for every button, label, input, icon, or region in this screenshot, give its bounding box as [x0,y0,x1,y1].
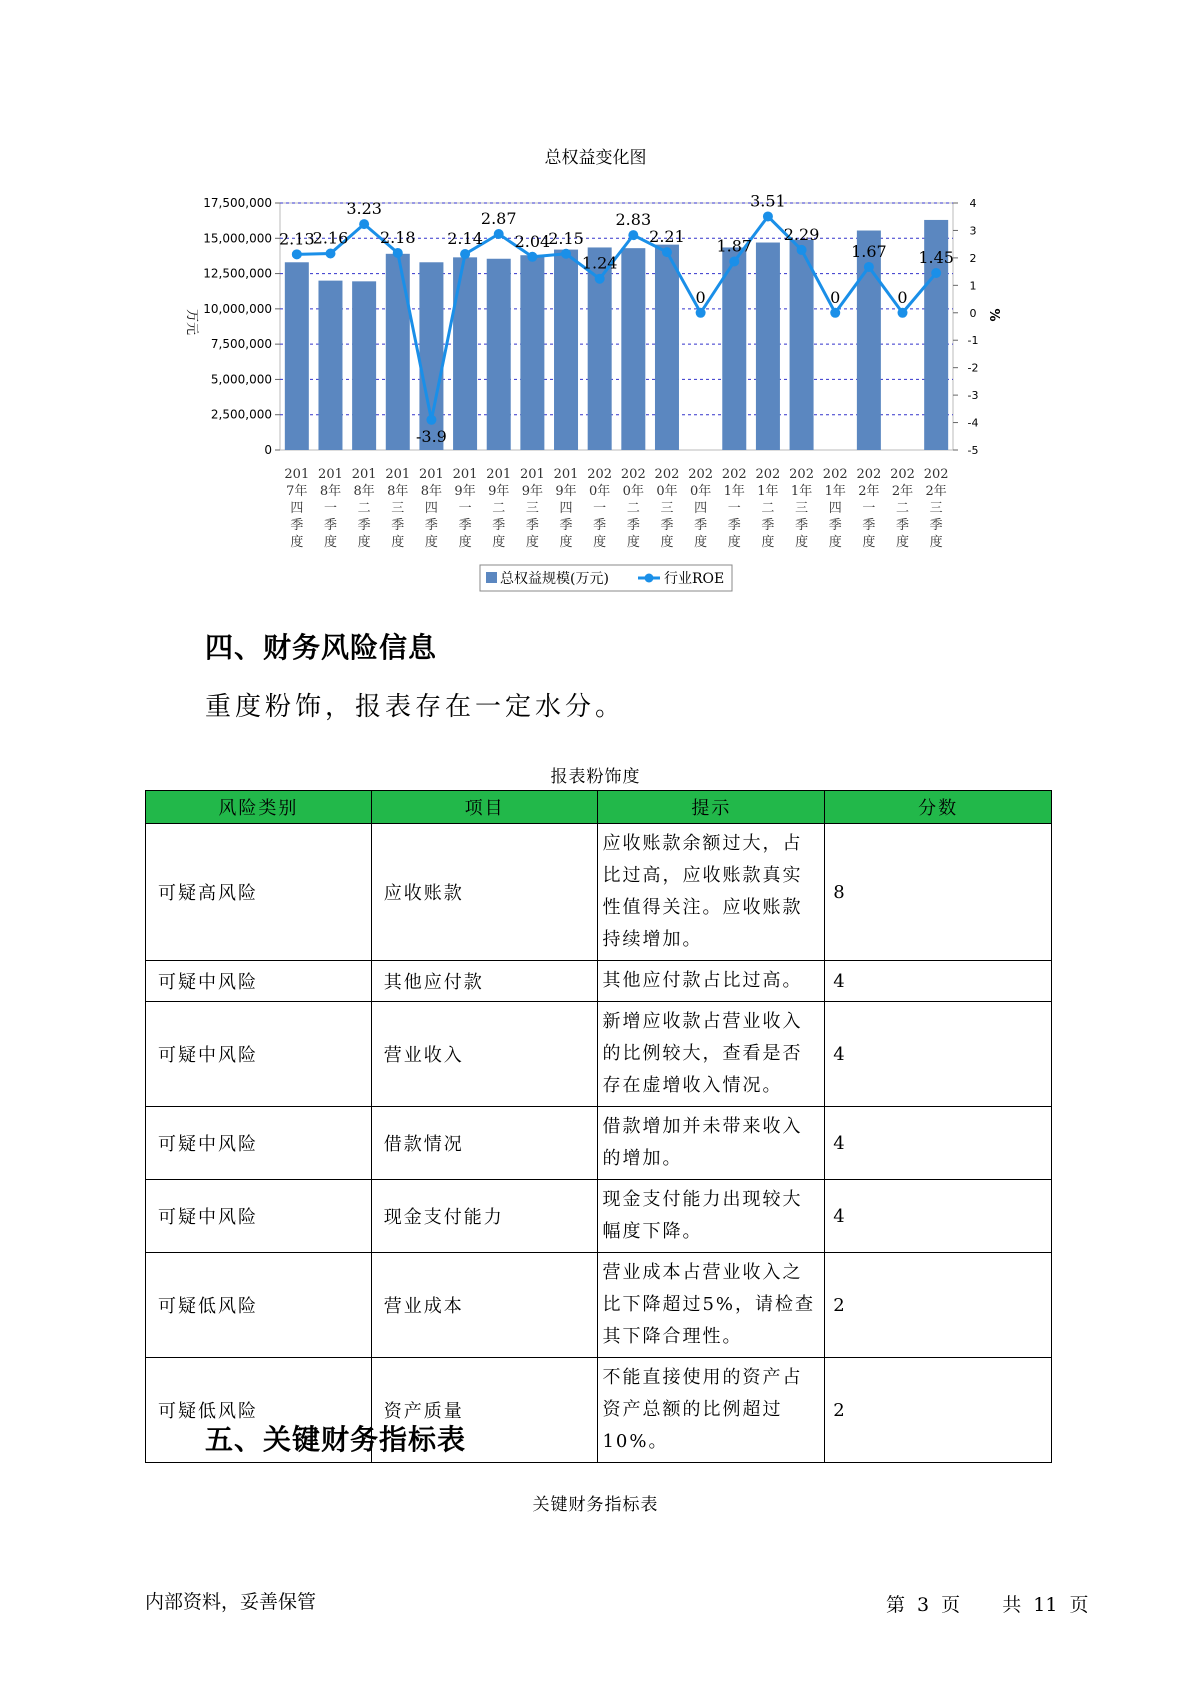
legend-line-label: 行业ROE [664,571,725,587]
x-tick-label: 202 [688,467,714,482]
y-tick-label-right: 1 [969,279,977,293]
total-unit: 页 [1069,1594,1089,1616]
chart-title: 总权益变化图 [544,148,647,168]
x-tick-label: 季 [357,518,371,533]
x-tick-label: 度 [290,535,304,550]
y-tick-label-right: 0 [969,306,977,320]
x-tick-label: 8年 [420,484,443,499]
x-tick-label: 202 [890,467,915,482]
roe-point [729,256,739,266]
roe-point [830,308,840,318]
risk-table-caption: 报表粉饰度 [550,767,641,787]
x-tick-label: 1年 [723,484,745,499]
x-tick-label: 四 [828,501,842,516]
risk-score: 2 [825,1358,1052,1463]
x-tick-label: 季 [929,518,943,533]
roe-point [325,248,335,258]
x-tick-label: 三 [391,501,405,516]
roe-point [931,268,941,278]
total-pages: 11 [1033,1594,1058,1616]
roe-point [696,308,706,318]
x-tick-label: 201 [284,467,310,482]
roe-point [595,274,605,284]
page-unit: 页 [941,1594,961,1616]
x-tick-label: 201 [486,467,512,482]
roe-data-label: 1.87 [716,236,753,256]
x-tick-label: 度 [593,535,607,550]
roe-point [359,219,369,229]
x-tick-label: 201 [452,467,478,482]
roe-data-label: 0 [695,287,706,307]
y-tick-label-left: 7,500,000 [210,337,272,352]
roe-point [393,248,403,258]
page-number: 3 [917,1594,930,1616]
roe-point [494,229,504,239]
x-tick-label: 季 [626,518,640,533]
bar [285,262,309,450]
risk-item: 资产质量 [371,1358,598,1463]
table-row [146,1002,1052,1107]
x-tick-label: 季 [323,518,337,533]
x-tick-label: 201 [553,467,579,482]
y-tick-label-right: -3 [967,389,979,403]
x-tick-label: 9年 [454,484,476,499]
x-tick-label: 季 [795,518,809,533]
risk-score: 8 [825,824,1052,961]
x-tick-label: 度 [761,535,775,550]
risk-hint: 借款增加并未带来收入的增加。 [598,1107,825,1180]
y-axis-label-right: % [986,308,1001,322]
x-tick-label: 季 [593,518,607,533]
roe-data-label: 2.14 [447,229,483,249]
table-row [146,1253,1052,1358]
x-tick-label: 201 [519,467,545,482]
x-tick-label: 二 [357,501,371,516]
risk-category: 可疑低风险 [146,1253,372,1358]
x-tick-label: 三 [929,501,943,516]
bar [722,247,746,450]
roe-data-label: 2.21 [649,227,685,247]
x-tick-label: 1年 [757,484,779,499]
risk-hint: 不能直接使用的资产占资产总额的比例超过10%。 [598,1358,825,1463]
roe-data-label: 3.23 [346,199,382,219]
y-tick-label-left: 12,500,000 [203,266,272,281]
risk-category: 可疑中风险 [146,961,372,1002]
x-tick-label: 2年 [925,484,947,499]
x-tick-label: 度 [795,535,809,550]
y-tick-label-left: 15,000,000 [203,231,272,246]
roe-data-label: 0 [830,287,841,307]
risk-summary: 重度粉饰，报表存在一定水分。 [205,692,626,722]
x-tick-label: 8年 [319,484,342,499]
x-tick-label: 度 [660,535,674,550]
bar [318,281,342,450]
bar [790,240,814,450]
x-tick-label: 季 [391,518,405,533]
x-tick-label: 三 [525,501,539,516]
bar [756,243,780,450]
x-tick-label: 季 [559,518,573,533]
risk-table [145,790,1052,1463]
roe-data-label: 0 [897,287,908,307]
roe-data-label: 1.24 [581,253,618,273]
roe-point [898,308,908,318]
bar [554,250,578,450]
risk-score: 4 [825,961,1052,1002]
y-tick-label-left: 17,500,000 [203,196,272,210]
roe-data-label: 2.04 [514,231,551,251]
roe-data-label: 2.18 [379,227,416,247]
x-tick-label: 0年 [689,484,712,499]
x-tick-label: 四 [559,501,573,516]
x-tick-label: 1年 [824,484,846,499]
roe-data-label: 2.13 [279,229,315,249]
x-tick-label: 202 [755,467,781,482]
x-tick-label: 度 [727,535,741,550]
x-tick-label: 四 [290,501,304,516]
risk-category: 可疑中风险 [146,1002,372,1107]
roe-point [662,247,672,257]
x-tick-label: 201 [351,467,377,482]
x-tick-label: 季 [694,518,708,533]
legend-line-marker [645,574,654,583]
legend-bar-swatch [486,572,497,583]
x-tick-label: 一 [458,501,472,516]
risk-item: 营业收入 [371,1002,598,1107]
x-tick-label: 1年 [790,484,813,499]
risk-score: 4 [825,1107,1052,1180]
x-tick-label: 8年 [353,484,375,499]
risk-score: 2 [825,1253,1052,1358]
x-tick-label: 202 [822,467,848,482]
x-tick-label: 度 [626,535,640,550]
bar [352,281,376,450]
risk-item: 借款情况 [371,1107,598,1180]
x-tick-label: 201 [419,467,444,482]
x-tick-label: 季 [492,518,506,533]
roe-point [426,415,436,425]
x-tick-label: 2年 [858,484,880,499]
x-tick-label: 201 [318,467,343,482]
x-tick-label: 202 [620,467,646,482]
risk-item: 营业成本 [371,1253,598,1358]
x-tick-label: 度 [357,535,371,550]
bar [453,257,477,450]
x-tick-label: 度 [492,535,506,550]
table-row [146,1107,1052,1180]
risk-item: 其他应付款 [371,961,598,1002]
roe-data-label: 2.15 [548,228,584,248]
risk-category: 可疑低风险 [146,1358,372,1463]
x-tick-label: 202 [587,467,613,482]
y-tick-label-left: 10,000,000 [203,301,272,316]
table-row [146,961,1052,1002]
risk-category: 可疑中风险 [146,1180,372,1253]
x-tick-label: 一 [727,501,741,516]
header-category: 风险类别 [146,791,372,824]
risk-hint: 应收账款余额过大，占比过高，应收账款真实性值得关注。应收账款持续增加。 [598,824,825,961]
x-tick-label: 202 [654,467,680,482]
x-tick-label: 度 [424,535,438,550]
y-tick-label-right: 3 [969,224,977,238]
x-tick-label: 二 [896,501,910,516]
roe-data-label: 2.29 [783,224,820,244]
x-tick-label: 季 [458,518,472,533]
risk-category: 可疑高风险 [146,824,372,961]
x-tick-label: 0年 [656,484,678,499]
y-tick-label-right: -5 [967,444,979,457]
bar [621,248,645,450]
x-tick-label: 二 [626,501,640,516]
x-tick-label: 9年 [488,484,510,499]
equity-chart [0,0,1191,600]
header-score: 分数 [825,791,1052,824]
risk-item: 现金支付能力 [371,1180,598,1253]
roe-data-label: 3.51 [750,191,786,211]
roe-point [628,230,638,240]
page-indicator [880,1590,1094,1617]
y-tick-label-right: 4 [969,197,977,210]
risk-score: 4 [825,1002,1052,1107]
x-tick-label: 度 [458,535,472,550]
x-tick-label: 季 [896,518,910,533]
y-axis-label-left: 万元 [184,308,199,336]
y-tick-label-left: 5,000,000 [210,372,272,387]
x-tick-label: 三 [795,501,809,516]
roe-point [292,249,302,259]
x-tick-label: 0年 [589,484,611,499]
x-tick-label: 8年 [387,484,409,499]
x-tick-label: 7年 [286,484,308,499]
roe-data-label: 2.83 [615,210,652,230]
x-tick-label: 9年 [521,484,544,499]
key-table-caption: 关键财务指标表 [532,1495,659,1515]
x-tick-label: 0年 [622,484,644,499]
x-tick-label: 一 [593,501,607,516]
x-tick-label: 季 [424,518,438,533]
x-tick-label: 9年 [555,484,577,499]
x-tick-label: 度 [929,535,943,550]
footer-confidential: 内部资料，妥善保管 [145,1591,317,1613]
y-tick-label-right: -4 [967,416,979,430]
x-tick-label: 季 [290,518,304,533]
bar [655,245,679,450]
x-tick-label: 2年 [891,484,914,499]
table-row [146,1180,1052,1253]
key-section-heading: 五、关键财务指标表 [205,1423,467,1456]
x-tick-label: 度 [525,535,539,550]
roe-point [797,245,807,255]
roe-point [460,249,470,259]
bar [386,254,410,450]
risk-hint: 新增应收款占营业收入的比例较大，查看是否存在虚增收入情况。 [598,1002,825,1107]
roe-data-label: -3.9 [415,426,447,446]
table-header-row [146,791,1052,824]
x-tick-label: 季 [660,518,674,533]
x-tick-label: 202 [789,467,814,482]
header-item: 项目 [371,791,598,824]
x-tick-label: 季 [525,518,539,533]
risk-score: 4 [825,1180,1052,1253]
x-tick-label: 201 [385,467,411,482]
roe-point [763,211,773,221]
x-tick-label: 度 [559,535,573,550]
y-tick-label-left: 2,500,000 [210,407,272,422]
x-tick-label: 季 [862,518,876,533]
x-tick-label: 202 [721,467,747,482]
roe-point [864,262,874,272]
x-tick-label: 一 [862,501,876,516]
x-tick-label: 度 [391,535,405,550]
risk-category: 可疑中风险 [146,1107,372,1180]
x-tick-label: 一 [323,501,337,516]
legend-bar-label: 总权益规模(万元) [500,571,609,587]
y-tick-label-right: -1 [967,334,979,348]
x-tick-label: 四 [694,501,708,516]
risk-section-heading: 四、财务风险信息 [205,631,438,664]
x-tick-label: 202 [923,467,949,482]
risk-hint: 其他应付款占比过高。 [598,961,825,1002]
x-tick-label: 二 [492,501,506,516]
x-tick-label: 度 [862,535,876,550]
x-tick-label: 三 [660,501,674,516]
y-tick-label-right: -2 [967,361,979,375]
x-tick-label: 度 [896,535,910,550]
page-prefix: 第 [886,1594,906,1616]
bar [487,259,511,450]
roe-data-label: 2.16 [312,228,349,248]
x-tick-label: 度 [694,535,708,550]
roe-point [527,252,537,262]
x-tick-label: 度 [828,535,842,550]
risk-hint: 营业成本占营业收入之比下降超过5%，请检查其下降合理性。 [598,1253,825,1358]
roe-point [561,249,571,259]
y-tick-label-right: 2 [969,251,977,265]
x-tick-label: 202 [856,467,882,482]
roe-data-label: 1.45 [918,247,954,267]
total-prefix: 共 [1002,1594,1022,1616]
risk-item: 应收账款 [371,824,598,961]
table-row [146,824,1052,961]
x-tick-label: 四 [424,501,438,516]
roe-data-label: 2.87 [480,209,517,229]
x-tick-label: 二 [761,501,775,516]
bar [520,255,544,450]
x-tick-label: 季 [828,518,842,533]
risk-hint: 现金支付能力出现较大幅度下降。 [598,1180,825,1253]
header-hint: 提示 [598,791,825,824]
y-tick-label-left: 0 [264,443,272,457]
x-tick-label: 季 [727,518,741,533]
roe-data-label: 1.67 [851,241,887,261]
x-tick-label: 度 [323,535,337,550]
x-tick-label: 季 [761,518,775,533]
